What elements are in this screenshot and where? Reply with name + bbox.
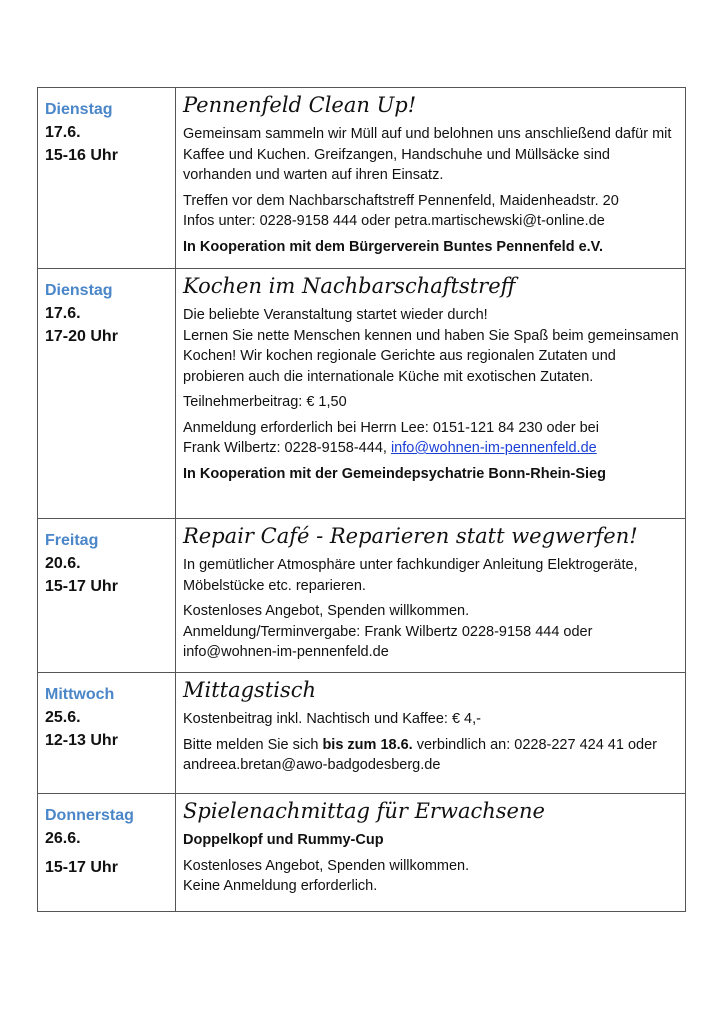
registration-line-2: Frank Wilbertz: 0228-9158-444, [183, 440, 387, 456]
event-fee: Kostenbeitrag inkl. Nachtisch und Kaffee: € 4,- [183, 711, 481, 727]
date-cell [38, 519, 176, 673]
date-cell [38, 794, 176, 912]
event-title: Repair Café - Reparieren statt wegwerfen! [183, 524, 638, 548]
email-link[interactable]: info@wohnen-im-pennenfeld.de [390, 440, 597, 456]
event-description: Gemeinsam sammeln wir Müll auf und belohnen uns anschließend dafür mit Kaffee und Kuchen. Greifzangen, Handschuhe und Müllsäcke sind vorhanden und warten auf ihren Einsatz. [183, 126, 672, 183]
event-time: 12-13 Uhr [45, 732, 118, 749]
event-cell [176, 673, 686, 794]
event-info: Infos unter: 0228-9158 444 oder petra.martischewski@t-online.de [183, 213, 605, 229]
event-description: In gemütlicher Atmosphäre unter fachkundiger Anleitung Elektrogeräte, Möbelstücke etc. reparieren. [183, 557, 638, 594]
event-title: Pennenfeld Clean Up! [183, 93, 417, 117]
event-date: 26.6. [45, 830, 81, 847]
event-cooperation: In Kooperation mit der Gemeindepsychatrie Bonn-Rhein-Sieg [183, 465, 606, 482]
table-row [38, 269, 686, 519]
event-date: 25.6. [45, 709, 81, 726]
date-cell [38, 269, 176, 519]
table-row [38, 794, 686, 912]
event-date: 17.6. [45, 124, 81, 141]
event-offer: Kostenloses Angebot, Spenden willkommen. [183, 857, 470, 874]
event-cooperation: In Kooperation mit dem Bürgerverein Buntes Pennenfeld e.V. [183, 238, 604, 255]
event-intro: Die beliebte Veranstaltung startet wieder durch! [183, 307, 488, 323]
date-cell [38, 88, 176, 269]
event-cell [176, 269, 686, 519]
event-fee: Teilnehmerbeitrag: € 1,50 [183, 394, 347, 410]
event-title: Kochen im Nachbarschaftstreff [183, 274, 516, 298]
registration-line-1: Anmeldung erforderlich bei Herrn Lee: 0151-121 84 230 oder bei [183, 419, 599, 436]
event-time: 15-17 Uhr [45, 578, 118, 595]
table-row [38, 88, 686, 269]
event-description: Lernen Sie nette Menschen kennen und haben Sie Spaß beim gemeinsamen Kochen! Wir kochen regionale Gerichte aus regionalen Zutaten und probieren auch die internationale Küche mit exotischen Zutaten. [183, 327, 679, 385]
event-cell [176, 519, 686, 673]
date-cell [38, 673, 176, 794]
weekday: Dienstag [45, 282, 113, 299]
event-time: 15-16 Uhr [45, 147, 118, 164]
event-schedule-table [37, 87, 686, 912]
event-time: 17-20 Uhr [45, 328, 118, 345]
event-date: 17.6. [45, 305, 81, 322]
event-registration: Anmeldung/Terminvergabe: Frank Wilbertz 0228-9158 444 oder info@wohnen-im-pennenfeld.de [183, 623, 593, 660]
event-cell [176, 88, 686, 269]
weekday: Mittwoch [45, 686, 115, 703]
event-registration [183, 735, 679, 776]
weekday: Freitag [45, 532, 99, 549]
registration-prefix: Bitte melden Sie sich [183, 736, 323, 753]
event-time: 15-17 Uhr [45, 859, 118, 876]
event-registration-note: Keine Anmeldung erforderlich. [183, 878, 378, 894]
table-row [38, 519, 686, 673]
table-row [38, 673, 686, 794]
event-offer: Kostenloses Angebot, Spenden willkommen. [183, 603, 470, 619]
event-meeting-point: Treffen vor dem Nachbarschaftstreff Pennenfeld, Maidenheadstr. 20 [183, 192, 619, 209]
event-title: Spielenachmittag für Erwachsene [183, 799, 545, 823]
event-subtitle: Doppelkopf und Rummy-Cup [183, 832, 384, 848]
event-cell [176, 794, 686, 912]
event-registration [183, 418, 679, 459]
event-title: Mittagstisch [183, 678, 317, 702]
registration-deadline: bis zum 18.6. [322, 736, 413, 753]
weekday: Donnerstag [45, 807, 134, 824]
weekday: Dienstag [45, 101, 113, 118]
registration-suffix: verbindlich an: 0228-227 424 41 oder andreea.bretan@awo-badgodesberg.de [183, 736, 657, 773]
event-date: 20.6. [45, 555, 81, 572]
